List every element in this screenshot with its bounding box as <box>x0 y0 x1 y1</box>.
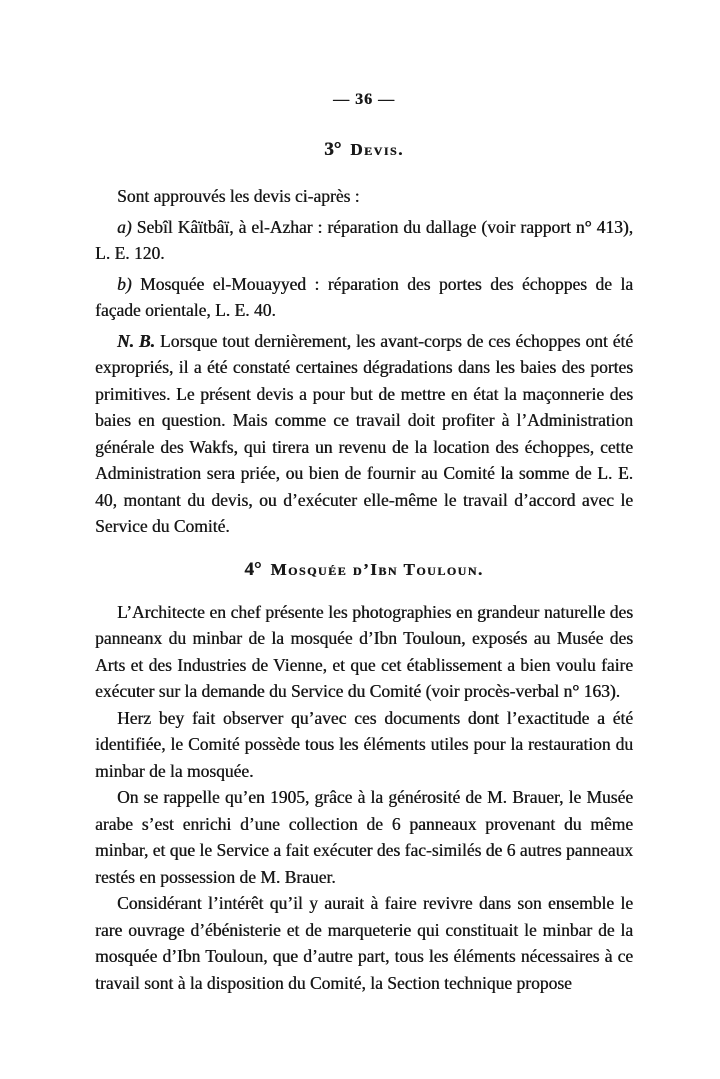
section-heading-touloun <box>95 557 633 582</box>
nota-bene-text: Lorsque tout dernièrement, les avant-corps de ces échoppes ont été expropriés, il a été constaté certaines dégradations dans les baies des portes primitives. Le présent devis a pour but de mettre en état la maçonnerie des baies en question. Mais comme ce travail doit profiter à l’Administration générale des Wakfs, qui tirera un revenu de la location des échoppes, cette Administration sera priée, ou bien de fournir au Comité la somme de L. E. 40, montant du devis, ou d’exécuter elle-même le travail d’accord avec le Service du Comité. <box>95 330 634 536</box>
page-number: — 36 — <box>333 91 395 108</box>
item-text-b: Mosquée el-Mouayyed : réparation des portes des échoppes de la façade orientale, L. E. 40. <box>95 273 633 320</box>
item-label-a: a) <box>117 216 132 237</box>
paragraph-devis-item-b <box>95 271 633 324</box>
paragraph-considerant: Considérant l’intérêt qu’il y aurait à faire revivre dans son ensemble le rare ouvrage d’ébénisterie et de marqueterie qui constituait le minbar de la mosquée d’Ibn Touloun, que d’autre part, tous les éléments nécessaires à ce travail sont à la disposition du Comité, la Section technique propose <box>95 893 633 993</box>
paragraph-herz-bey: Herz bey fait observer qu’avec ces documents dont l’exactitude a été identifiée, le Comité possède tous les éléments utiles pour la restauration du minbar de la mosquée. <box>95 707 633 781</box>
item-label-b: b) <box>117 273 132 294</box>
item-text-a: Sebîl Kâïtbâï, à el-Azhar : réparation du dallage (voir rapport n° 413), L. E. 120. <box>95 216 634 263</box>
nota-bene-label: N. B. <box>117 330 155 351</box>
section-title: Mosquée d’Ibn Touloun. <box>270 559 484 579</box>
paragraph-devis-intro: Sont approuvés les devis ci-après : <box>117 186 360 206</box>
section-number: 3° <box>324 139 342 160</box>
paragraph-on-se-rappelle: On se rappelle qu’en 1905, grâce à la générosité de M. Brauer, le Musée arabe s’est enrichi d’une collection de 6 panneaux provenant du même minbar, et que le Service a fait exécuter des fac-similés de 6 autres panneaux restés en possession de M. Brauer. <box>95 787 633 887</box>
section-title: Devis. <box>350 140 404 159</box>
paragraph-devis-item-a <box>95 214 633 267</box>
section-heading-devis <box>95 137 633 162</box>
section-number: 4° <box>244 558 262 580</box>
paragraph-nota-bene <box>95 328 633 540</box>
paragraph-architecte: L’Architecte en chef présente les photographies en grandeur naturelle des panneanx du minbar de la mosquée d’Ibn Touloun, exposés au Musée des Arts et des Industries de Vienne, et que cet établissement a bien voulu faire exécuter sur la demande du Service du Comité (voir procès-verbal n° 163). <box>95 601 633 701</box>
